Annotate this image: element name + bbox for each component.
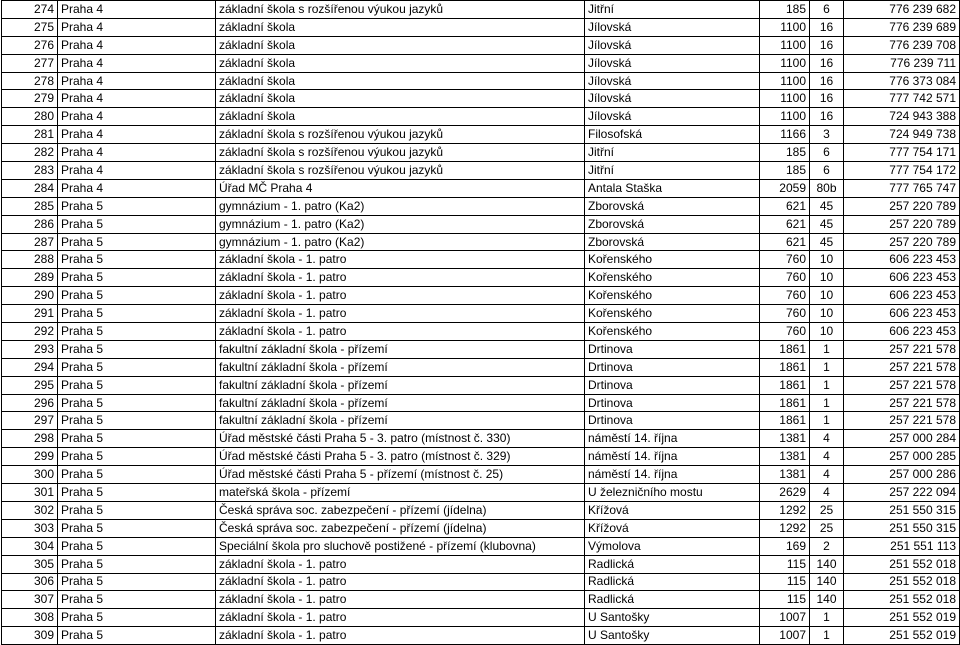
district-cell: Praha 4 bbox=[58, 179, 216, 197]
row-number-cell: 277 bbox=[2, 54, 58, 72]
table-row bbox=[2, 537, 960, 555]
table-row bbox=[2, 197, 960, 215]
district-cell: Praha 5 bbox=[58, 269, 216, 287]
orientation-number-cell: 10 bbox=[810, 323, 844, 341]
phone-cell: 251 552 018 bbox=[844, 591, 960, 609]
table-row bbox=[2, 430, 960, 448]
phone-cell: 257 000 284 bbox=[844, 430, 960, 448]
district-cell: Praha 4 bbox=[58, 1, 216, 19]
location-cell: Česká správa soc. zabezpečení - přízemí (jídelna) bbox=[216, 519, 585, 537]
street-cell: Jitřní bbox=[585, 162, 760, 180]
table-row bbox=[2, 466, 960, 484]
street-cell: Jílovská bbox=[585, 18, 760, 36]
row-number-cell: 299 bbox=[2, 448, 58, 466]
row-number-cell: 275 bbox=[2, 18, 58, 36]
street-cell: Zborovská bbox=[585, 197, 760, 215]
location-cell: fakultní základní škola - přízemí bbox=[216, 340, 585, 358]
phone-cell: 257 000 285 bbox=[844, 448, 960, 466]
table-row bbox=[2, 72, 960, 90]
phone-cell: 606 223 453 bbox=[844, 251, 960, 269]
table-row bbox=[2, 573, 960, 591]
table-row bbox=[2, 36, 960, 54]
street-cell: Jílovská bbox=[585, 108, 760, 126]
location-cell: Speciální škola pro sluchově postižené - přízemí (klubovna) bbox=[216, 537, 585, 555]
row-number-cell: 306 bbox=[2, 573, 58, 591]
row-number-cell: 290 bbox=[2, 287, 58, 305]
orientation-number-cell: 1 bbox=[810, 394, 844, 412]
table-row bbox=[2, 323, 960, 341]
house-number-cell: 1007 bbox=[760, 627, 810, 645]
district-cell: Praha 5 bbox=[58, 430, 216, 448]
district-cell: Praha 5 bbox=[58, 555, 216, 573]
house-number-cell: 1381 bbox=[760, 448, 810, 466]
district-cell: Praha 5 bbox=[58, 484, 216, 502]
house-number-cell: 1381 bbox=[760, 430, 810, 448]
orientation-number-cell: 45 bbox=[810, 215, 844, 233]
table-row bbox=[2, 215, 960, 233]
orientation-number-cell: 6 bbox=[810, 1, 844, 19]
orientation-number-cell: 1 bbox=[810, 340, 844, 358]
orientation-number-cell: 1 bbox=[810, 358, 844, 376]
location-cell: základní škola s rozšířenou výukou jazyků bbox=[216, 162, 585, 180]
phone-cell: 251 550 315 bbox=[844, 519, 960, 537]
house-number-cell: 1292 bbox=[760, 501, 810, 519]
orientation-number-cell: 16 bbox=[810, 72, 844, 90]
location-cell: fakultní základní škola - přízemí bbox=[216, 376, 585, 394]
house-number-cell: 1861 bbox=[760, 340, 810, 358]
orientation-number-cell: 3 bbox=[810, 126, 844, 144]
district-cell: Praha 5 bbox=[58, 215, 216, 233]
location-cell: základní škola bbox=[216, 54, 585, 72]
street-cell: náměstí 14. října bbox=[585, 466, 760, 484]
orientation-number-cell: 25 bbox=[810, 501, 844, 519]
row-number-cell: 307 bbox=[2, 591, 58, 609]
phone-cell: 251 552 018 bbox=[844, 573, 960, 591]
orientation-number-cell: 1 bbox=[810, 609, 844, 627]
street-cell: Radlická bbox=[585, 573, 760, 591]
street-cell: U železničního mostu bbox=[585, 484, 760, 502]
phone-cell: 257 222 094 bbox=[844, 484, 960, 502]
orientation-number-cell: 4 bbox=[810, 430, 844, 448]
street-cell: Drtinova bbox=[585, 340, 760, 358]
table-row bbox=[2, 591, 960, 609]
orientation-number-cell: 16 bbox=[810, 54, 844, 72]
district-cell: Praha 5 bbox=[58, 519, 216, 537]
orientation-number-cell: 4 bbox=[810, 448, 844, 466]
house-number-cell: 1861 bbox=[760, 412, 810, 430]
house-number-cell: 1861 bbox=[760, 358, 810, 376]
house-number-cell: 621 bbox=[760, 197, 810, 215]
orientation-number-cell: 25 bbox=[810, 519, 844, 537]
phone-cell: 251 552 019 bbox=[844, 627, 960, 645]
phone-cell: 257 220 789 bbox=[844, 215, 960, 233]
row-number-cell: 293 bbox=[2, 340, 58, 358]
location-cell: základní škola bbox=[216, 72, 585, 90]
orientation-number-cell: 2 bbox=[810, 537, 844, 555]
table-row bbox=[2, 448, 960, 466]
orientation-number-cell: 1 bbox=[810, 412, 844, 430]
location-cell: základní škola - 1. patro bbox=[216, 573, 585, 591]
district-cell: Praha 5 bbox=[58, 448, 216, 466]
table-row bbox=[2, 412, 960, 430]
phone-cell: 257 220 789 bbox=[844, 233, 960, 251]
table-row bbox=[2, 90, 960, 108]
location-cell: fakultní základní škola - přízemí bbox=[216, 394, 585, 412]
row-number-cell: 296 bbox=[2, 394, 58, 412]
district-cell: Praha 5 bbox=[58, 251, 216, 269]
row-number-cell: 300 bbox=[2, 466, 58, 484]
location-cell: základní škola - 1. patro bbox=[216, 269, 585, 287]
phone-cell: 251 551 113 bbox=[844, 537, 960, 555]
table-row bbox=[2, 609, 960, 627]
district-cell: Praha 5 bbox=[58, 537, 216, 555]
district-cell: Praha 4 bbox=[58, 36, 216, 54]
orientation-number-cell: 4 bbox=[810, 484, 844, 502]
row-number-cell: 294 bbox=[2, 358, 58, 376]
phone-cell: 251 552 019 bbox=[844, 609, 960, 627]
row-number-cell: 283 bbox=[2, 162, 58, 180]
table-row bbox=[2, 1, 960, 19]
street-cell: Radlická bbox=[585, 591, 760, 609]
table-row bbox=[2, 340, 960, 358]
location-cell: Úřad MČ Praha 4 bbox=[216, 179, 585, 197]
location-cell: základní škola - 1. patro bbox=[216, 609, 585, 627]
phone-cell: 257 221 578 bbox=[844, 376, 960, 394]
street-cell: Jílovská bbox=[585, 54, 760, 72]
row-number-cell: 305 bbox=[2, 555, 58, 573]
orientation-number-cell: 16 bbox=[810, 108, 844, 126]
phone-cell: 251 550 315 bbox=[844, 501, 960, 519]
street-cell: Radlická bbox=[585, 555, 760, 573]
location-cell: Úřad městské části Praha 5 - 3. patro (místnost č. 329) bbox=[216, 448, 585, 466]
location-cell: základní škola bbox=[216, 18, 585, 36]
phone-cell: 776 239 682 bbox=[844, 1, 960, 19]
phone-cell: 777 742 571 bbox=[844, 90, 960, 108]
house-number-cell: 1100 bbox=[760, 18, 810, 36]
row-number-cell: 297 bbox=[2, 412, 58, 430]
street-cell: Drtinova bbox=[585, 412, 760, 430]
district-cell: Praha 5 bbox=[58, 412, 216, 430]
street-cell: Filosofská bbox=[585, 126, 760, 144]
location-cell: základní škola - 1. patro bbox=[216, 305, 585, 323]
phone-cell: 777 765 747 bbox=[844, 179, 960, 197]
phone-cell: 777 754 171 bbox=[844, 144, 960, 162]
location-cell: základní škola - 1. patro bbox=[216, 591, 585, 609]
row-number-cell: 279 bbox=[2, 90, 58, 108]
row-number-cell: 295 bbox=[2, 376, 58, 394]
house-number-cell: 185 bbox=[760, 162, 810, 180]
house-number-cell: 760 bbox=[760, 287, 810, 305]
phone-cell: 257 221 578 bbox=[844, 340, 960, 358]
row-number-cell: 286 bbox=[2, 215, 58, 233]
street-cell: Antala Staška bbox=[585, 179, 760, 197]
phone-cell: 251 552 018 bbox=[844, 555, 960, 573]
street-cell: Drtinova bbox=[585, 376, 760, 394]
house-number-cell: 185 bbox=[760, 1, 810, 19]
house-number-cell: 760 bbox=[760, 251, 810, 269]
row-number-cell: 301 bbox=[2, 484, 58, 502]
district-cell: Praha 5 bbox=[58, 591, 216, 609]
district-cell: Praha 4 bbox=[58, 162, 216, 180]
row-number-cell: 276 bbox=[2, 36, 58, 54]
orientation-number-cell: 16 bbox=[810, 90, 844, 108]
table-row bbox=[2, 501, 960, 519]
table-row bbox=[2, 287, 960, 305]
house-number-cell: 2629 bbox=[760, 484, 810, 502]
district-cell: Praha 4 bbox=[58, 126, 216, 144]
district-cell: Praha 4 bbox=[58, 144, 216, 162]
orientation-number-cell: 10 bbox=[810, 251, 844, 269]
location-cell: gymnázium - 1. patro (Ka2) bbox=[216, 197, 585, 215]
table-row bbox=[2, 484, 960, 502]
street-cell: U Santošky bbox=[585, 609, 760, 627]
street-cell: Kořenského bbox=[585, 251, 760, 269]
orientation-number-cell: 1 bbox=[810, 627, 844, 645]
district-cell: Praha 5 bbox=[58, 466, 216, 484]
orientation-number-cell: 6 bbox=[810, 144, 844, 162]
district-cell: Praha 5 bbox=[58, 394, 216, 412]
table-row bbox=[2, 627, 960, 645]
district-cell: Praha 5 bbox=[58, 287, 216, 305]
table-row bbox=[2, 108, 960, 126]
row-number-cell: 308 bbox=[2, 609, 58, 627]
street-cell: Zborovská bbox=[585, 233, 760, 251]
street-cell: Kořenského bbox=[585, 323, 760, 341]
district-cell: Praha 5 bbox=[58, 340, 216, 358]
house-number-cell: 760 bbox=[760, 269, 810, 287]
district-cell: Praha 5 bbox=[58, 376, 216, 394]
orientation-number-cell: 10 bbox=[810, 269, 844, 287]
row-number-cell: 303 bbox=[2, 519, 58, 537]
district-cell: Praha 5 bbox=[58, 197, 216, 215]
street-cell: Jitřní bbox=[585, 144, 760, 162]
phone-cell: 724 943 388 bbox=[844, 108, 960, 126]
house-number-cell: 115 bbox=[760, 555, 810, 573]
house-number-cell: 115 bbox=[760, 573, 810, 591]
orientation-number-cell: 45 bbox=[810, 197, 844, 215]
district-cell: Praha 5 bbox=[58, 305, 216, 323]
orientation-number-cell: 140 bbox=[810, 573, 844, 591]
location-cell: základní škola bbox=[216, 108, 585, 126]
house-number-cell: 169 bbox=[760, 537, 810, 555]
orientation-number-cell: 16 bbox=[810, 36, 844, 54]
phone-cell: 257 221 578 bbox=[844, 358, 960, 376]
house-number-cell: 1007 bbox=[760, 609, 810, 627]
house-number-cell: 1861 bbox=[760, 394, 810, 412]
orientation-number-cell: 10 bbox=[810, 287, 844, 305]
house-number-cell: 1292 bbox=[760, 519, 810, 537]
district-cell: Praha 5 bbox=[58, 573, 216, 591]
house-number-cell: 1100 bbox=[760, 108, 810, 126]
orientation-number-cell: 1 bbox=[810, 376, 844, 394]
street-cell: Zborovská bbox=[585, 215, 760, 233]
district-cell: Praha 4 bbox=[58, 18, 216, 36]
location-cell: Úřad městské části Praha 5 - přízemí (místnost č. 25) bbox=[216, 466, 585, 484]
table-row bbox=[2, 555, 960, 573]
house-number-cell: 621 bbox=[760, 215, 810, 233]
location-cell: základní škola - 1. patro bbox=[216, 287, 585, 305]
phone-cell: 606 223 453 bbox=[844, 305, 960, 323]
house-number-cell: 1100 bbox=[760, 54, 810, 72]
location-cell: fakultní základní škola - přízemí bbox=[216, 358, 585, 376]
location-cell: základní škola bbox=[216, 36, 585, 54]
row-number-cell: 287 bbox=[2, 233, 58, 251]
street-cell: Jílovská bbox=[585, 72, 760, 90]
phone-cell: 257 000 286 bbox=[844, 466, 960, 484]
table-row bbox=[2, 269, 960, 287]
phone-cell: 777 754 172 bbox=[844, 162, 960, 180]
row-number-cell: 285 bbox=[2, 197, 58, 215]
row-number-cell: 289 bbox=[2, 269, 58, 287]
location-cell: mateřská škola - přízemí bbox=[216, 484, 585, 502]
house-number-cell: 185 bbox=[760, 144, 810, 162]
phone-cell: 257 221 578 bbox=[844, 412, 960, 430]
phone-cell: 776 373 084 bbox=[844, 72, 960, 90]
orientation-number-cell: 140 bbox=[810, 555, 844, 573]
street-cell: náměstí 14. října bbox=[585, 430, 760, 448]
house-number-cell: 2059 bbox=[760, 179, 810, 197]
phone-cell: 257 221 578 bbox=[844, 394, 960, 412]
row-number-cell: 282 bbox=[2, 144, 58, 162]
row-number-cell: 284 bbox=[2, 179, 58, 197]
table-row bbox=[2, 54, 960, 72]
location-cell: Úřad městské části Praha 5 - 3. patro (místnost č. 330) bbox=[216, 430, 585, 448]
table-row bbox=[2, 251, 960, 269]
house-number-cell: 621 bbox=[760, 233, 810, 251]
street-cell: Kořenského bbox=[585, 287, 760, 305]
table-row bbox=[2, 162, 960, 180]
table-row bbox=[2, 394, 960, 412]
street-cell: Jitřní bbox=[585, 1, 760, 19]
house-number-cell: 760 bbox=[760, 323, 810, 341]
location-cell: základní škola s rozšířenou výukou jazyků bbox=[216, 126, 585, 144]
location-cell: základní škola - 1. patro bbox=[216, 627, 585, 645]
house-number-cell: 1100 bbox=[760, 72, 810, 90]
row-number-cell: 278 bbox=[2, 72, 58, 90]
table-row bbox=[2, 126, 960, 144]
row-number-cell: 298 bbox=[2, 430, 58, 448]
table-row bbox=[2, 144, 960, 162]
street-cell: náměstí 14. října bbox=[585, 448, 760, 466]
row-number-cell: 309 bbox=[2, 627, 58, 645]
phone-cell: 724 949 738 bbox=[844, 126, 960, 144]
phone-cell: 257 220 789 bbox=[844, 197, 960, 215]
district-cell: Praha 5 bbox=[58, 501, 216, 519]
row-number-cell: 302 bbox=[2, 501, 58, 519]
orientation-number-cell: 6 bbox=[810, 162, 844, 180]
house-number-cell: 1100 bbox=[760, 36, 810, 54]
house-number-cell: 760 bbox=[760, 305, 810, 323]
street-cell: Drtinova bbox=[585, 358, 760, 376]
house-number-cell: 1861 bbox=[760, 376, 810, 394]
table-body bbox=[2, 1, 960, 645]
district-cell: Praha 5 bbox=[58, 358, 216, 376]
street-cell: Drtinova bbox=[585, 394, 760, 412]
district-cell: Praha 4 bbox=[58, 54, 216, 72]
location-cell: základní škola s rozšířenou výukou jazyků bbox=[216, 144, 585, 162]
house-number-cell: 1166 bbox=[760, 126, 810, 144]
street-cell: Křížová bbox=[585, 519, 760, 537]
location-cell: základní škola - 1. patro bbox=[216, 251, 585, 269]
row-number-cell: 274 bbox=[2, 1, 58, 19]
street-cell: Výmolova bbox=[585, 537, 760, 555]
row-number-cell: 291 bbox=[2, 305, 58, 323]
orientation-number-cell: 80b bbox=[810, 179, 844, 197]
street-cell: Křížová bbox=[585, 501, 760, 519]
table-row bbox=[2, 18, 960, 36]
row-number-cell: 281 bbox=[2, 126, 58, 144]
orientation-number-cell: 45 bbox=[810, 233, 844, 251]
row-number-cell: 288 bbox=[2, 251, 58, 269]
row-number-cell: 280 bbox=[2, 108, 58, 126]
row-number-cell: 292 bbox=[2, 323, 58, 341]
district-cell: Praha 4 bbox=[58, 108, 216, 126]
address-table bbox=[1, 0, 960, 645]
phone-cell: 776 239 708 bbox=[844, 36, 960, 54]
street-cell: Jílovská bbox=[585, 36, 760, 54]
location-cell: základní škola bbox=[216, 90, 585, 108]
district-cell: Praha 5 bbox=[58, 627, 216, 645]
orientation-number-cell: 10 bbox=[810, 305, 844, 323]
street-cell: Kořenského bbox=[585, 305, 760, 323]
district-cell: Praha 5 bbox=[58, 233, 216, 251]
street-cell: Jílovská bbox=[585, 90, 760, 108]
district-cell: Praha 5 bbox=[58, 323, 216, 341]
table-row bbox=[2, 519, 960, 537]
location-cell: základní škola - 1. patro bbox=[216, 555, 585, 573]
house-number-cell: 115 bbox=[760, 591, 810, 609]
district-cell: Praha 5 bbox=[58, 609, 216, 627]
phone-cell: 776 239 711 bbox=[844, 54, 960, 72]
street-cell: Kořenského bbox=[585, 269, 760, 287]
location-cell: Česká správa soc. zabezpečení - přízemí (jídelna) bbox=[216, 501, 585, 519]
phone-cell: 606 223 453 bbox=[844, 287, 960, 305]
table-row bbox=[2, 358, 960, 376]
location-cell: základní škola s rozšířenou výukou jazyků bbox=[216, 1, 585, 19]
phone-cell: 776 239 689 bbox=[844, 18, 960, 36]
house-number-cell: 1100 bbox=[760, 90, 810, 108]
location-cell: základní škola - 1. patro bbox=[216, 323, 585, 341]
table-row bbox=[2, 179, 960, 197]
orientation-number-cell: 4 bbox=[810, 466, 844, 484]
location-cell: gymnázium - 1. patro (Ka2) bbox=[216, 215, 585, 233]
orientation-number-cell: 16 bbox=[810, 18, 844, 36]
house-number-cell: 1381 bbox=[760, 466, 810, 484]
table-row bbox=[2, 376, 960, 394]
location-cell: gymnázium - 1. patro (Ka2) bbox=[216, 233, 585, 251]
table-row bbox=[2, 305, 960, 323]
table-row bbox=[2, 233, 960, 251]
phone-cell: 606 223 453 bbox=[844, 323, 960, 341]
district-cell: Praha 4 bbox=[58, 90, 216, 108]
district-cell: Praha 4 bbox=[58, 72, 216, 90]
orientation-number-cell: 140 bbox=[810, 591, 844, 609]
row-number-cell: 304 bbox=[2, 537, 58, 555]
location-cell: fakultní základní škola - přízemí bbox=[216, 412, 585, 430]
street-cell: U Santošky bbox=[585, 627, 760, 645]
phone-cell: 606 223 453 bbox=[844, 269, 960, 287]
